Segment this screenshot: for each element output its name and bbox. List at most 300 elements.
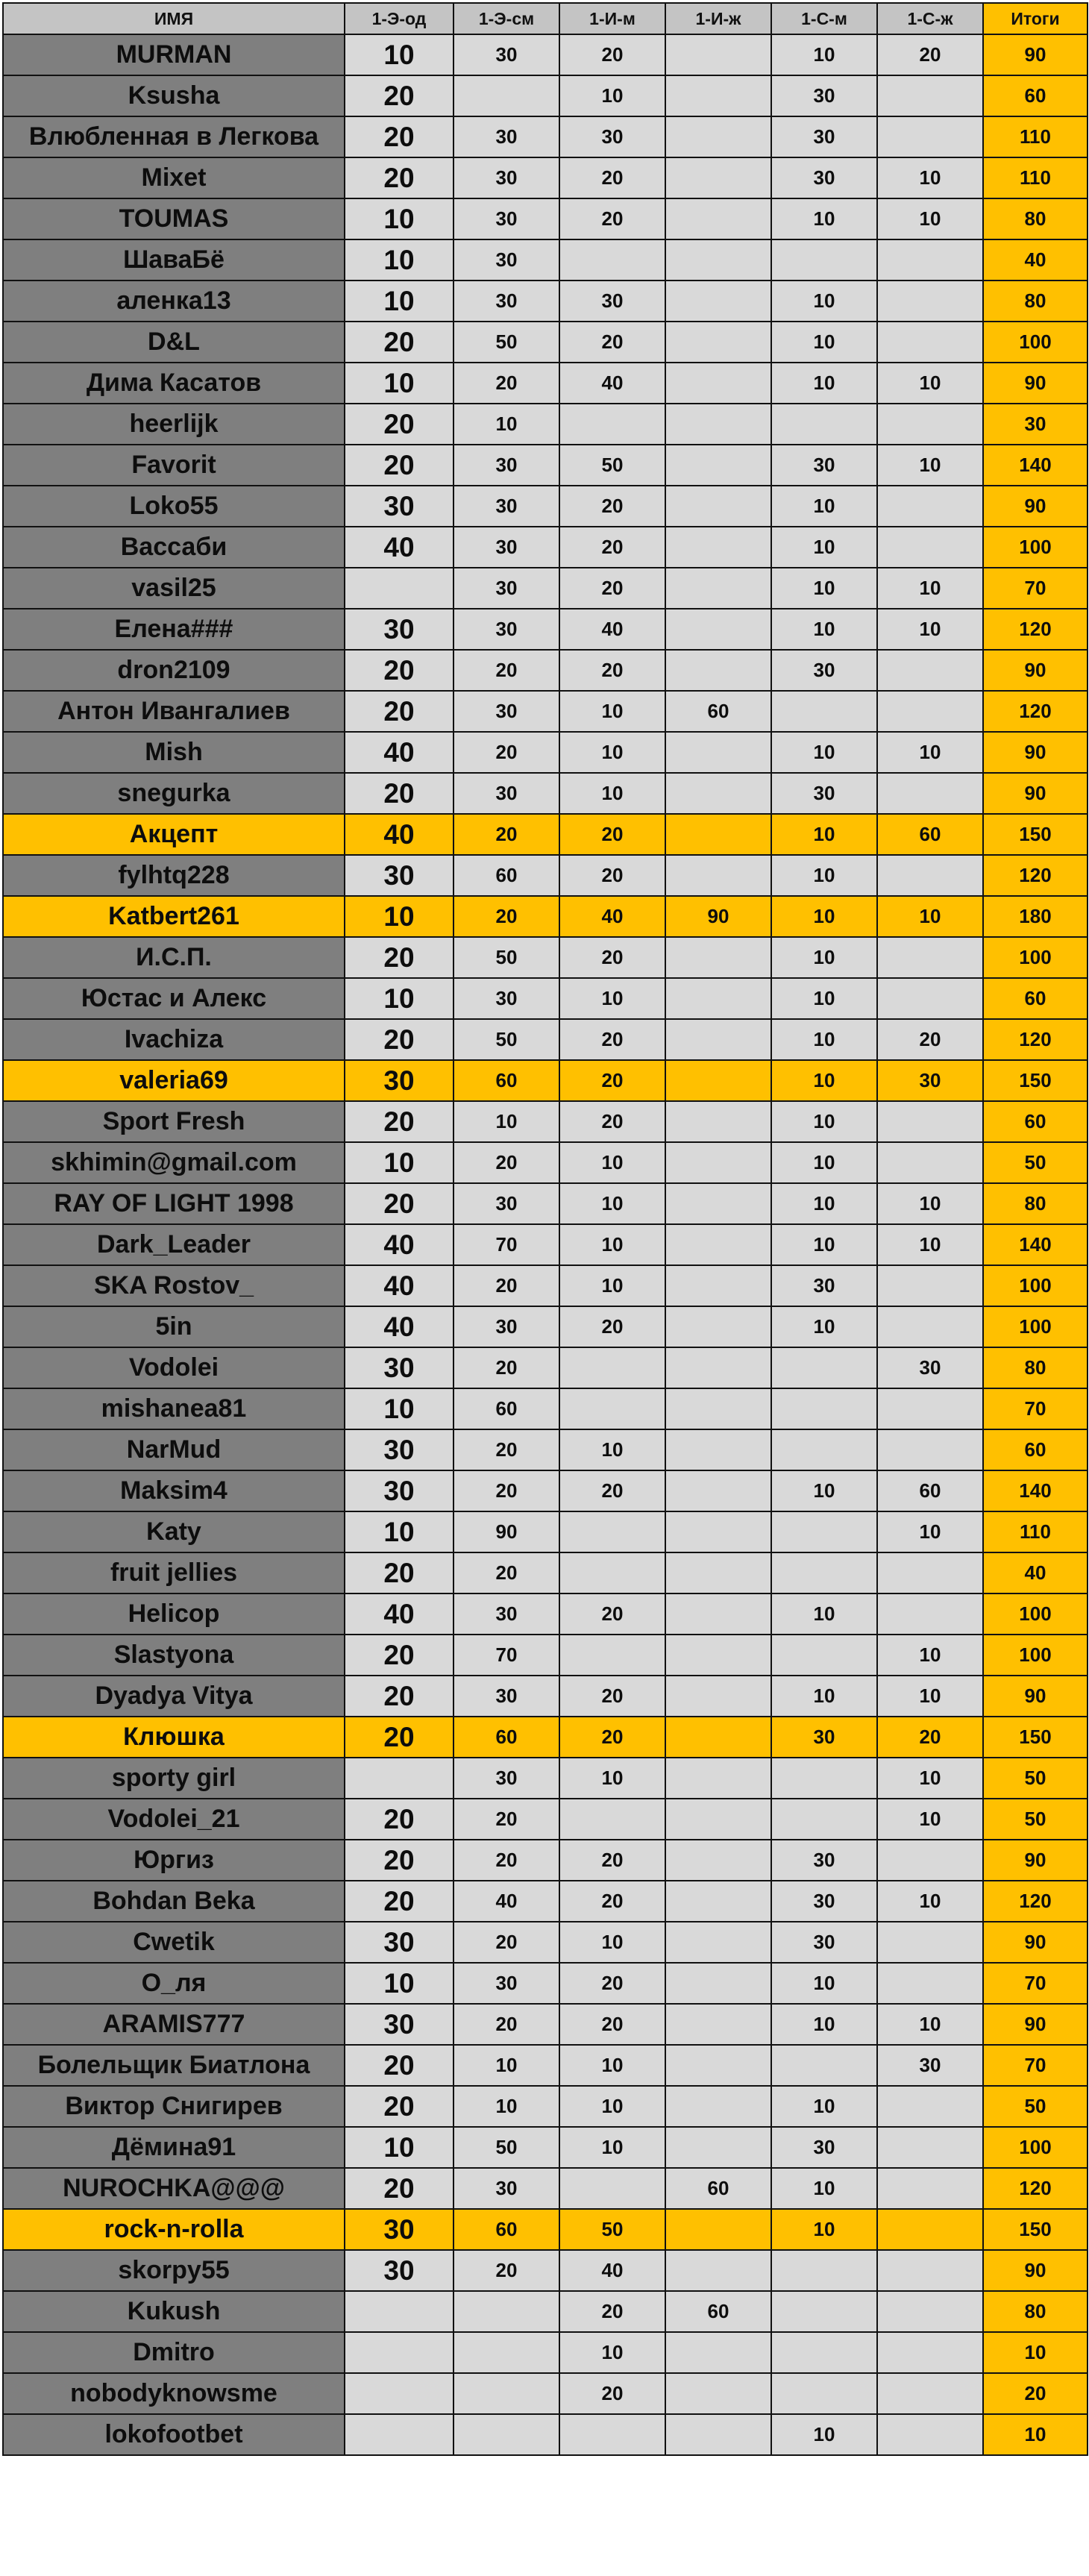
score-1-i-m-cell: 10	[559, 691, 665, 732]
score-1-s-m-cell	[771, 2332, 877, 2373]
score-1-i-m-cell	[559, 404, 665, 445]
score-1-i-m-cell: 10	[559, 1183, 665, 1224]
score-1-s-zh-cell	[877, 1963, 983, 2004]
score-1-i-zh-cell	[665, 363, 771, 404]
score-1-s-zh-cell	[877, 1429, 983, 1470]
table-row	[3, 2045, 1088, 2086]
score-1-e-sm-cell: 60	[454, 1717, 559, 1758]
score-1-s-m-cell	[771, 2250, 877, 2291]
score-1-i-zh-cell: 60	[665, 2168, 771, 2209]
score-1-i-m-cell: 20	[559, 1470, 665, 1511]
score-1-s-m-cell: 30	[771, 116, 877, 157]
score-1-i-m-cell: 10	[559, 2045, 665, 2086]
score-1-s-zh-cell	[877, 75, 983, 116]
score-1-i-m-cell	[559, 1347, 665, 1388]
score-1-s-zh-cell	[877, 773, 983, 814]
score-1-s-m-cell	[771, 1635, 877, 1676]
score-1-s-m-cell: 30	[771, 773, 877, 814]
table-row	[3, 281, 1088, 322]
table-row	[3, 1224, 1088, 1265]
score-1-s-zh-cell	[877, 1593, 983, 1635]
score-1-i-m-cell: 20	[559, 1881, 665, 1922]
score-1-s-zh-cell	[877, 1142, 983, 1183]
score-1-e-sm-cell: 70	[454, 1635, 559, 1676]
player-name-cell: О_ля	[3, 1963, 345, 2004]
table-row	[3, 896, 1088, 937]
table-row	[3, 2373, 1088, 2414]
player-name-cell: Mish	[3, 732, 345, 773]
score-1-e-sm-cell: 30	[454, 978, 559, 1019]
score-1-s-m-cell	[771, 1388, 877, 1429]
total-cell: 50	[983, 1799, 1088, 1840]
score-1-e-sm-cell: 30	[454, 2168, 559, 2209]
score-1-s-m-cell: 10	[771, 363, 877, 404]
total-cell: 90	[983, 773, 1088, 814]
score-1-s-m-cell: 10	[771, 1470, 877, 1511]
total-cell: 90	[983, 732, 1088, 773]
player-name-cell: И.С.П.	[3, 937, 345, 978]
table-row	[3, 116, 1088, 157]
score-1-i-m-cell: 20	[559, 322, 665, 363]
score-1-i-zh-cell	[665, 527, 771, 568]
score-1-s-zh-cell	[877, 527, 983, 568]
score-1-s-m-cell: 10	[771, 2004, 877, 2045]
score-1-s-zh-cell	[877, 2332, 983, 2373]
total-cell: 60	[983, 1101, 1088, 1142]
table-row	[3, 1676, 1088, 1717]
score-1-i-zh-cell	[665, 1635, 771, 1676]
score-1-s-m-cell	[771, 1552, 877, 1593]
score-1-s-m-cell: 10	[771, 34, 877, 75]
score-1-s-zh-cell	[877, 691, 983, 732]
player-name-cell: Cwetik	[3, 1922, 345, 1963]
total-cell: 120	[983, 609, 1088, 650]
player-name-cell: Sport Fresh	[3, 1101, 345, 1142]
header-1-e-od: 1-Э-од	[345, 3, 454, 34]
score-1-i-zh-cell	[665, 1265, 771, 1306]
table-row	[3, 1060, 1088, 1101]
score-1-s-m-cell: 30	[771, 75, 877, 116]
score-1-i-m-cell: 20	[559, 937, 665, 978]
total-cell: 60	[983, 1429, 1088, 1470]
total-cell: 10	[983, 2414, 1088, 2455]
score-1-s-zh-cell	[877, 650, 983, 691]
total-cell: 90	[983, 486, 1088, 527]
total-cell: 150	[983, 1717, 1088, 1758]
score-1-s-zh-cell	[877, 404, 983, 445]
total-cell: 100	[983, 1593, 1088, 1635]
score-1-i-zh-cell: 90	[665, 896, 771, 937]
score-1-e-sm-cell	[454, 75, 559, 116]
total-cell: 70	[983, 2045, 1088, 2086]
header-1-s-zh: 1-С-ж	[877, 3, 983, 34]
score-1-s-zh-cell	[877, 116, 983, 157]
score-1-e-od-cell: 30	[345, 1429, 454, 1470]
score-1-e-sm-cell: 30	[454, 239, 559, 281]
score-1-e-od-cell: 20	[345, 2168, 454, 2209]
score-1-e-sm-cell: 10	[454, 404, 559, 445]
player-name-cell: Dark_Leader	[3, 1224, 345, 1265]
score-1-s-zh-cell: 10	[877, 609, 983, 650]
score-1-e-sm-cell: 20	[454, 1142, 559, 1183]
score-1-e-od-cell: 30	[345, 609, 454, 650]
total-cell: 30	[983, 404, 1088, 445]
score-1-s-m-cell: 10	[771, 2414, 877, 2455]
score-1-e-sm-cell: 20	[454, 1429, 559, 1470]
total-cell: 40	[983, 1552, 1088, 1593]
player-name-cell: Dmitro	[3, 2332, 345, 2373]
player-name-cell: TOUMAS	[3, 198, 345, 239]
score-1-s-zh-cell: 60	[877, 814, 983, 855]
score-1-s-m-cell: 10	[771, 1142, 877, 1183]
score-1-s-m-cell: 10	[771, 896, 877, 937]
player-name-cell: dron2109	[3, 650, 345, 691]
table-row	[3, 2250, 1088, 2291]
score-1-i-m-cell: 10	[559, 1142, 665, 1183]
player-name-cell: D&L	[3, 322, 345, 363]
score-1-s-m-cell: 30	[771, 1881, 877, 1922]
score-1-i-m-cell: 40	[559, 609, 665, 650]
score-1-i-zh-cell	[665, 75, 771, 116]
score-1-e-sm-cell: 20	[454, 1840, 559, 1881]
table-row	[3, 486, 1088, 527]
player-name-cell: skhimin@gmail.com	[3, 1142, 345, 1183]
total-cell: 150	[983, 814, 1088, 855]
score-1-s-zh-cell	[877, 2414, 983, 2455]
score-1-i-zh-cell	[665, 34, 771, 75]
player-name-cell: Антон Ивангалиев	[3, 691, 345, 732]
table-row	[3, 1922, 1088, 1963]
header-1-e-sm: 1-Э-см	[454, 3, 559, 34]
score-1-s-zh-cell: 60	[877, 1470, 983, 1511]
score-1-e-od-cell: 30	[345, 1470, 454, 1511]
score-1-s-zh-cell	[877, 1306, 983, 1347]
score-1-i-zh-cell: 60	[665, 2291, 771, 2332]
table-row	[3, 1717, 1088, 1758]
score-1-s-m-cell	[771, 239, 877, 281]
score-1-s-m-cell: 10	[771, 2086, 877, 2127]
score-1-i-zh-cell	[665, 1388, 771, 1429]
score-1-e-od-cell	[345, 2414, 454, 2455]
score-1-e-od-cell	[345, 2332, 454, 2373]
player-name-cell: Katbert261	[3, 896, 345, 937]
score-1-s-zh-cell: 10	[877, 1676, 983, 1717]
score-1-i-m-cell: 20	[559, 2004, 665, 2045]
score-1-e-od-cell: 20	[345, 773, 454, 814]
header-1-s-m: 1-С-м	[771, 3, 877, 34]
score-1-i-m-cell: 20	[559, 650, 665, 691]
score-1-e-sm-cell: 10	[454, 2045, 559, 2086]
table-row	[3, 1963, 1088, 2004]
table-row	[3, 2127, 1088, 2168]
score-1-e-sm-cell: 30	[454, 1593, 559, 1635]
player-name-cell: Maksim4	[3, 1470, 345, 1511]
score-1-i-zh-cell	[665, 281, 771, 322]
table-row	[3, 1388, 1088, 1429]
score-1-s-zh-cell: 10	[877, 1183, 983, 1224]
table-row	[3, 773, 1088, 814]
score-1-s-zh-cell: 10	[877, 896, 983, 937]
score-1-e-od-cell: 20	[345, 1881, 454, 1922]
total-cell: 10	[983, 2332, 1088, 2373]
score-1-s-zh-cell: 10	[877, 445, 983, 486]
score-1-i-m-cell: 20	[559, 198, 665, 239]
score-1-s-zh-cell	[877, 486, 983, 527]
player-name-cell: SKA Rostov_	[3, 1265, 345, 1306]
score-1-i-zh-cell	[665, 1593, 771, 1635]
header-row	[3, 3, 1088, 34]
table-row	[3, 732, 1088, 773]
score-1-s-zh-cell	[877, 2373, 983, 2414]
score-1-s-m-cell: 10	[771, 1224, 877, 1265]
score-1-i-zh-cell	[665, 445, 771, 486]
score-1-e-od-cell: 20	[345, 75, 454, 116]
score-1-s-zh-cell: 10	[877, 1635, 983, 1676]
score-1-e-sm-cell: 20	[454, 814, 559, 855]
score-1-i-zh-cell	[665, 1142, 771, 1183]
score-1-e-od-cell: 40	[345, 1224, 454, 1265]
total-cell: 100	[983, 1635, 1088, 1676]
score-1-i-m-cell: 20	[559, 1676, 665, 1717]
player-name-cell: ШаваБё	[3, 239, 345, 281]
score-1-s-zh-cell	[877, 2209, 983, 2250]
score-1-i-m-cell	[559, 1388, 665, 1429]
total-cell: 140	[983, 1470, 1088, 1511]
table-row	[3, 1593, 1088, 1635]
score-1-s-zh-cell: 10	[877, 157, 983, 198]
score-1-e-od-cell: 20	[345, 2086, 454, 2127]
score-1-s-m-cell	[771, 2045, 877, 2086]
player-name-cell: vasil25	[3, 568, 345, 609]
score-1-s-zh-cell: 20	[877, 1717, 983, 1758]
score-1-i-zh-cell	[665, 2127, 771, 2168]
table-row	[3, 34, 1088, 75]
score-1-e-od-cell: 10	[345, 239, 454, 281]
total-cell: 180	[983, 896, 1088, 937]
score-1-e-od-cell: 30	[345, 855, 454, 896]
total-cell: 100	[983, 937, 1088, 978]
score-1-s-m-cell: 30	[771, 1717, 877, 1758]
score-1-s-zh-cell	[877, 1922, 983, 1963]
table-row	[3, 1347, 1088, 1388]
table-row	[3, 1840, 1088, 1881]
score-1-s-m-cell: 10	[771, 568, 877, 609]
score-1-e-od-cell: 20	[345, 650, 454, 691]
score-1-i-m-cell: 10	[559, 2127, 665, 2168]
score-1-i-zh-cell	[665, 1429, 771, 1470]
total-cell: 100	[983, 2127, 1088, 2168]
score-1-s-zh-cell	[877, 2291, 983, 2332]
header-total: Итоги	[983, 3, 1088, 34]
score-1-s-m-cell: 10	[771, 1183, 877, 1224]
score-1-i-m-cell: 10	[559, 1224, 665, 1265]
score-1-s-m-cell: 30	[771, 1265, 877, 1306]
player-name-cell: MURMAN	[3, 34, 345, 75]
score-1-i-m-cell: 20	[559, 486, 665, 527]
player-name-cell: Юргиз	[3, 1840, 345, 1881]
score-1-e-od-cell: 10	[345, 34, 454, 75]
table-row	[3, 650, 1088, 691]
score-1-e-sm-cell: 20	[454, 1347, 559, 1388]
total-cell: 110	[983, 116, 1088, 157]
score-1-i-m-cell	[559, 2414, 665, 2455]
total-cell: 40	[983, 239, 1088, 281]
score-1-i-zh-cell	[665, 116, 771, 157]
score-1-e-od-cell: 20	[345, 116, 454, 157]
player-name-cell: Юстас и Алекс	[3, 978, 345, 1019]
player-name-cell: Ksusha	[3, 75, 345, 116]
score-1-s-m-cell: 10	[771, 814, 877, 855]
score-1-e-sm-cell: 50	[454, 322, 559, 363]
score-1-i-m-cell: 10	[559, 2086, 665, 2127]
score-1-e-od-cell: 20	[345, 1552, 454, 1593]
table-row	[3, 855, 1088, 896]
score-1-e-od-cell: 20	[345, 1799, 454, 1840]
score-1-e-od-cell: 30	[345, 1347, 454, 1388]
score-1-e-od-cell	[345, 1758, 454, 1799]
score-1-s-zh-cell	[877, 1101, 983, 1142]
score-1-s-m-cell: 30	[771, 1922, 877, 1963]
total-cell: 70	[983, 1388, 1088, 1429]
score-1-i-m-cell	[559, 1799, 665, 1840]
score-1-s-m-cell: 10	[771, 1019, 877, 1060]
score-1-s-m-cell	[771, 2291, 877, 2332]
score-1-i-m-cell: 50	[559, 2209, 665, 2250]
score-1-s-m-cell: 10	[771, 1676, 877, 1717]
total-cell: 50	[983, 1142, 1088, 1183]
score-1-s-zh-cell: 10	[877, 732, 983, 773]
score-1-s-m-cell	[771, 1429, 877, 1470]
player-name-cell: Болельщик Биатлона	[3, 2045, 345, 2086]
score-1-e-od-cell: 40	[345, 732, 454, 773]
score-1-s-m-cell	[771, 691, 877, 732]
score-1-e-od-cell: 10	[345, 281, 454, 322]
score-1-e-od-cell	[345, 2291, 454, 2332]
score-1-s-m-cell: 30	[771, 2127, 877, 2168]
score-1-e-sm-cell: 30	[454, 34, 559, 75]
player-name-cell: Vodolei_21	[3, 1799, 345, 1840]
table-row	[3, 1511, 1088, 1552]
score-1-i-m-cell: 20	[559, 855, 665, 896]
score-1-e-od-cell: 40	[345, 527, 454, 568]
score-1-s-zh-cell: 30	[877, 1060, 983, 1101]
score-1-s-m-cell: 10	[771, 198, 877, 239]
score-1-e-sm-cell: 30	[454, 486, 559, 527]
score-1-i-m-cell: 40	[559, 363, 665, 404]
score-1-i-m-cell: 10	[559, 1429, 665, 1470]
score-1-i-zh-cell	[665, 1019, 771, 1060]
score-1-i-m-cell: 10	[559, 773, 665, 814]
score-1-i-zh-cell	[665, 855, 771, 896]
player-name-cell: rock-n-rolla	[3, 2209, 345, 2250]
total-cell: 110	[983, 1511, 1088, 1552]
player-name-cell: Mixet	[3, 157, 345, 198]
score-1-i-zh-cell	[665, 239, 771, 281]
score-1-s-m-cell: 10	[771, 1306, 877, 1347]
score-1-i-zh-cell	[665, 1101, 771, 1142]
score-1-s-m-cell	[771, 2373, 877, 2414]
score-1-i-zh-cell	[665, 1881, 771, 1922]
player-name-cell: Loko55	[3, 486, 345, 527]
score-1-s-m-cell: 10	[771, 855, 877, 896]
score-1-i-zh-cell	[665, 198, 771, 239]
player-name-cell: Favorit	[3, 445, 345, 486]
table-row	[3, 75, 1088, 116]
score-1-i-m-cell: 20	[559, 1963, 665, 2004]
score-1-e-od-cell: 20	[345, 937, 454, 978]
score-1-s-zh-cell	[877, 855, 983, 896]
score-1-i-m-cell: 20	[559, 2291, 665, 2332]
player-name-cell: Вассаби	[3, 527, 345, 568]
score-1-e-sm-cell: 10	[454, 1101, 559, 1142]
table-row	[3, 937, 1088, 978]
player-name-cell: fylhtq228	[3, 855, 345, 896]
table-row	[3, 814, 1088, 855]
score-1-e-sm-cell: 30	[454, 609, 559, 650]
score-1-i-zh-cell	[665, 1676, 771, 1717]
table-row	[3, 157, 1088, 198]
score-1-i-m-cell: 10	[559, 732, 665, 773]
score-1-s-m-cell: 10	[771, 1593, 877, 1635]
score-1-e-sm-cell: 60	[454, 1060, 559, 1101]
score-1-e-sm-cell: 30	[454, 116, 559, 157]
score-1-i-m-cell: 30	[559, 281, 665, 322]
score-1-i-m-cell: 20	[559, 1717, 665, 1758]
score-1-e-od-cell: 10	[345, 363, 454, 404]
table-row	[3, 1101, 1088, 1142]
total-cell: 90	[983, 650, 1088, 691]
score-1-e-sm-cell: 30	[454, 1183, 559, 1224]
score-1-i-m-cell	[559, 1635, 665, 1676]
score-1-s-zh-cell	[877, 239, 983, 281]
score-1-s-zh-cell: 10	[877, 568, 983, 609]
score-1-e-sm-cell: 20	[454, 732, 559, 773]
table-row	[3, 1429, 1088, 1470]
score-1-e-od-cell: 20	[345, 404, 454, 445]
score-1-e-sm-cell: 30	[454, 527, 559, 568]
table-row	[3, 1635, 1088, 1676]
score-1-i-zh-cell	[665, 2209, 771, 2250]
score-1-s-m-cell	[771, 1511, 877, 1552]
player-name-cell: Katy	[3, 1511, 345, 1552]
player-name-cell: аленка13	[3, 281, 345, 322]
player-name-cell: 5in	[3, 1306, 345, 1347]
score-1-e-od-cell: 40	[345, 814, 454, 855]
score-1-i-m-cell: 10	[559, 1265, 665, 1306]
player-name-cell: ARAMIS777	[3, 2004, 345, 2045]
score-1-e-od-cell: 40	[345, 1593, 454, 1635]
score-1-e-od-cell: 10	[345, 978, 454, 1019]
table-row	[3, 568, 1088, 609]
score-1-i-zh-cell	[665, 1060, 771, 1101]
total-cell: 150	[983, 2209, 1088, 2250]
score-1-i-zh-cell	[665, 1552, 771, 1593]
table-row	[3, 527, 1088, 568]
score-1-i-m-cell: 10	[559, 978, 665, 1019]
table-row	[3, 2168, 1088, 2209]
table-row	[3, 1019, 1088, 1060]
score-1-e-od-cell: 20	[345, 1840, 454, 1881]
score-1-s-zh-cell: 10	[877, 198, 983, 239]
table-row	[3, 404, 1088, 445]
score-1-i-m-cell: 10	[559, 2332, 665, 2373]
score-1-i-zh-cell	[665, 1347, 771, 1388]
score-1-i-zh-cell	[665, 814, 771, 855]
score-1-e-sm-cell: 30	[454, 1306, 559, 1347]
score-1-e-od-cell: 40	[345, 1306, 454, 1347]
player-name-cell: Влюбленная в Легкова	[3, 116, 345, 157]
score-1-s-zh-cell: 10	[877, 1758, 983, 1799]
